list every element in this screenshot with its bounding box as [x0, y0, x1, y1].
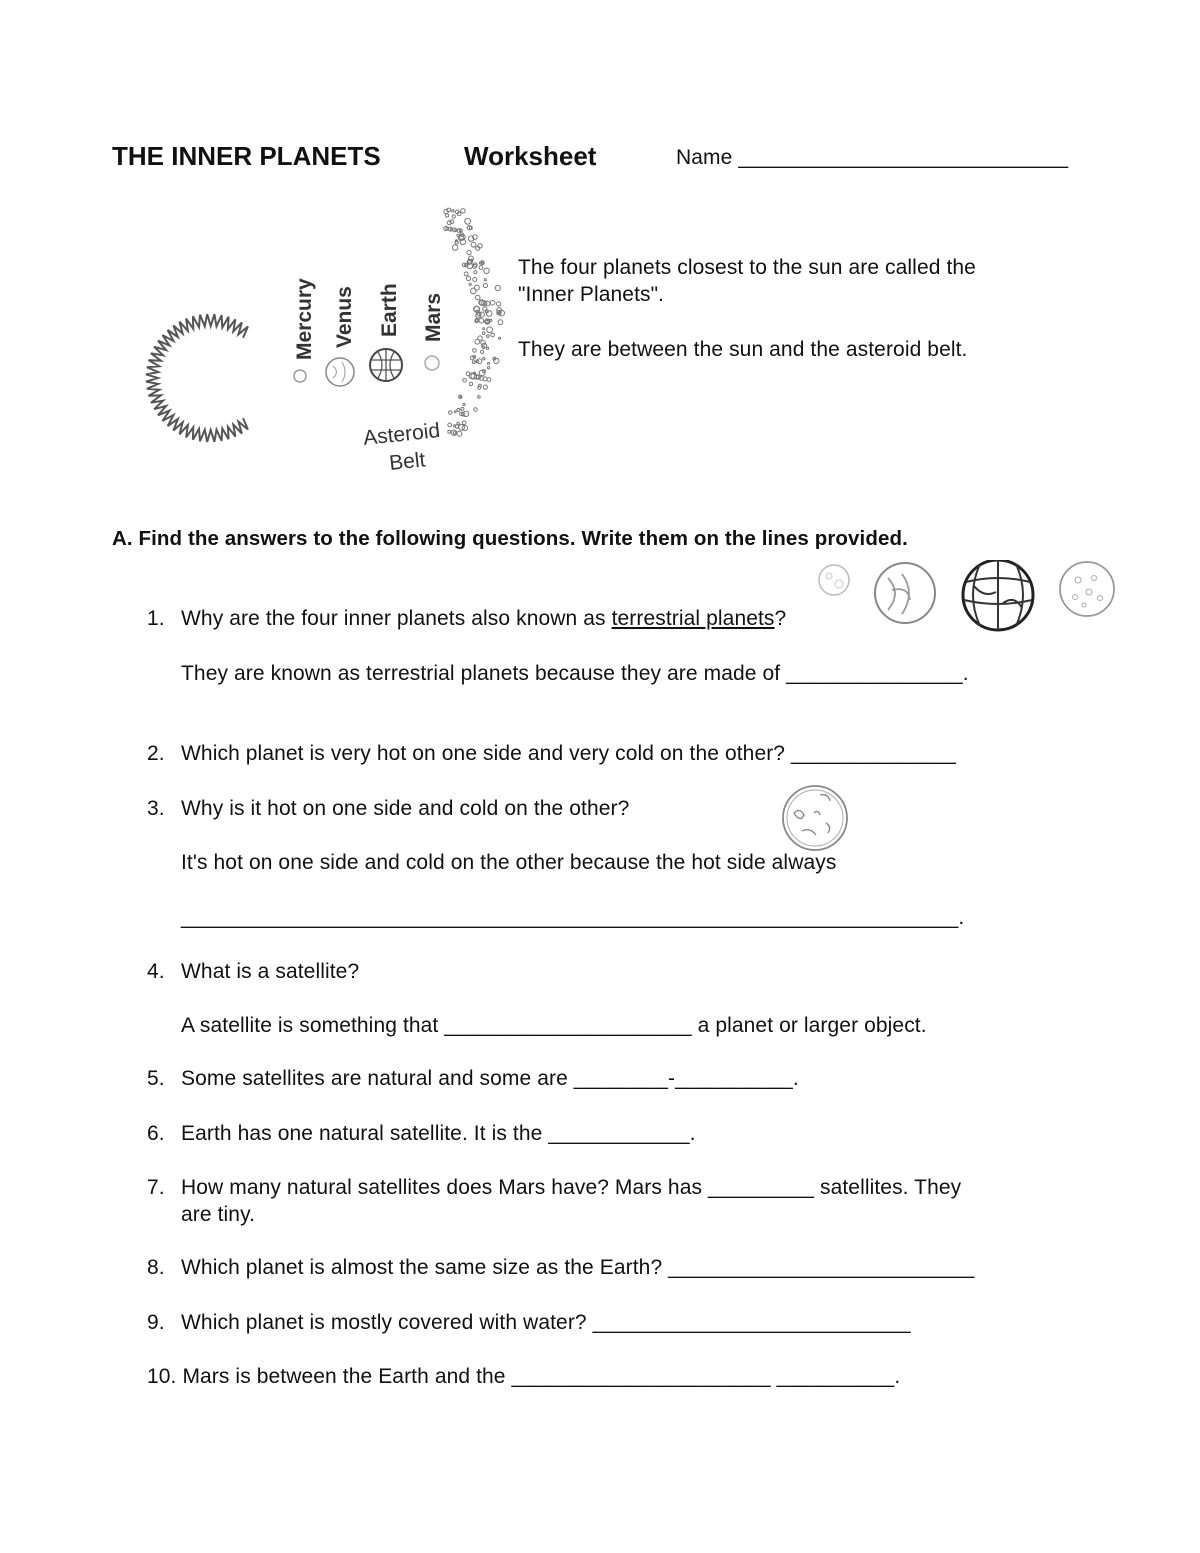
earth-icon — [370, 349, 402, 381]
question-6[interactable] — [147, 1122, 696, 1146]
question-9[interactable] — [147, 1311, 911, 1335]
question-4 — [147, 960, 359, 984]
question-number: 7. — [147, 1176, 165, 1199]
question-number: 9. — [147, 1311, 165, 1334]
name-label — [676, 146, 1068, 170]
page-subtitle: Worksheet — [464, 141, 597, 171]
question-text: Mars is between the Earth and the ______________________ __________. — [182, 1365, 901, 1388]
label-mercury: Mercury — [293, 278, 316, 360]
answer-1[interactable]: They are known as terrestrial planets because they are made of _______________. — [181, 662, 969, 685]
sun-icon — [146, 314, 248, 442]
answer-3: It's hot on one side and cold on the other because the hot side always — [181, 851, 837, 874]
question-number: 3. — [147, 797, 165, 820]
question-text: Which planet is almost the same size as the Earth? __________________________ — [181, 1256, 975, 1279]
question-number: 2. — [147, 742, 165, 765]
question-3 — [147, 797, 629, 821]
question-1 — [147, 607, 786, 631]
question-8[interactable] — [147, 1256, 974, 1280]
question-text: What is a satellite? — [181, 960, 360, 983]
label-earth: Earth — [378, 283, 401, 337]
mars-illustration-icon — [1060, 562, 1114, 616]
mercury-icon — [294, 370, 306, 382]
question-number: 5. — [147, 1067, 165, 1090]
answer-4[interactable]: A satellite is something that _____________________ a planet or larger object. — [181, 1014, 927, 1037]
planets-illustration — [810, 560, 1120, 635]
mercury-illustration-icon — [819, 565, 849, 595]
question-7[interactable] — [147, 1176, 961, 1200]
asteroid-belt-icon — [444, 208, 505, 436]
question-2[interactable] — [147, 742, 956, 766]
answer-3-line[interactable]: __________________________________________________________________. — [181, 906, 965, 929]
term-terrestrial-planets: terrestrial planets — [611, 607, 775, 630]
question-number: 4. — [147, 960, 165, 983]
name-label-text: Name — [676, 146, 733, 169]
question-7-continued: are tiny. — [181, 1203, 256, 1226]
question-text: Some satellites are natural and some are ________-__________. — [181, 1067, 799, 1090]
inner-planets-diagram — [130, 200, 510, 490]
question-10[interactable] — [147, 1365, 900, 1389]
label-asteroid: Asteroid — [362, 419, 442, 450]
question-text: How many natural satellites does Mars have? Mars has _________ satellites. They — [181, 1176, 962, 1199]
question-text: Which planet is very hot on one side and very cold on the other? ______________ — [181, 742, 956, 765]
name-input-line[interactable]: ____________________________ — [738, 146, 1069, 169]
venus-illustration-icon — [875, 563, 935, 623]
intro-line-2: "Inner Planets". — [518, 283, 665, 306]
label-mars: Mars — [422, 292, 445, 342]
section-a-heading: A. Find the answers to the following questions. Write them on the lines provided. — [112, 527, 908, 550]
question-text: Why is it hot on one side and cold on the other? — [181, 797, 630, 820]
page-title: THE INNER PLANETS — [112, 141, 381, 171]
question-number: 6. — [147, 1122, 165, 1145]
mars-icon — [425, 356, 439, 370]
question-text: Why are the four inner planets also known as — [181, 607, 612, 630]
question-text: Which planet is mostly covered with water? ___________________________ — [181, 1311, 911, 1334]
label-belt: Belt — [388, 448, 427, 475]
question-5[interactable] — [147, 1067, 799, 1091]
question-number: 1. — [147, 607, 165, 630]
intro-line-1: The four planets closest to the sun are called the — [518, 256, 976, 279]
question-text: Earth has one natural satellite. It is the ____________. — [181, 1122, 696, 1145]
mercury-crater-icon — [780, 783, 850, 853]
label-venus: Venus — [333, 286, 356, 348]
venus-icon — [326, 358, 354, 386]
question-text-end: ? — [774, 607, 787, 630]
earth-illustration-icon — [963, 560, 1033, 630]
question-number: 8. — [147, 1256, 165, 1279]
intro-line-3: They are between the sun and the asteroid belt. — [518, 338, 968, 361]
question-number: 10. — [147, 1365, 177, 1388]
